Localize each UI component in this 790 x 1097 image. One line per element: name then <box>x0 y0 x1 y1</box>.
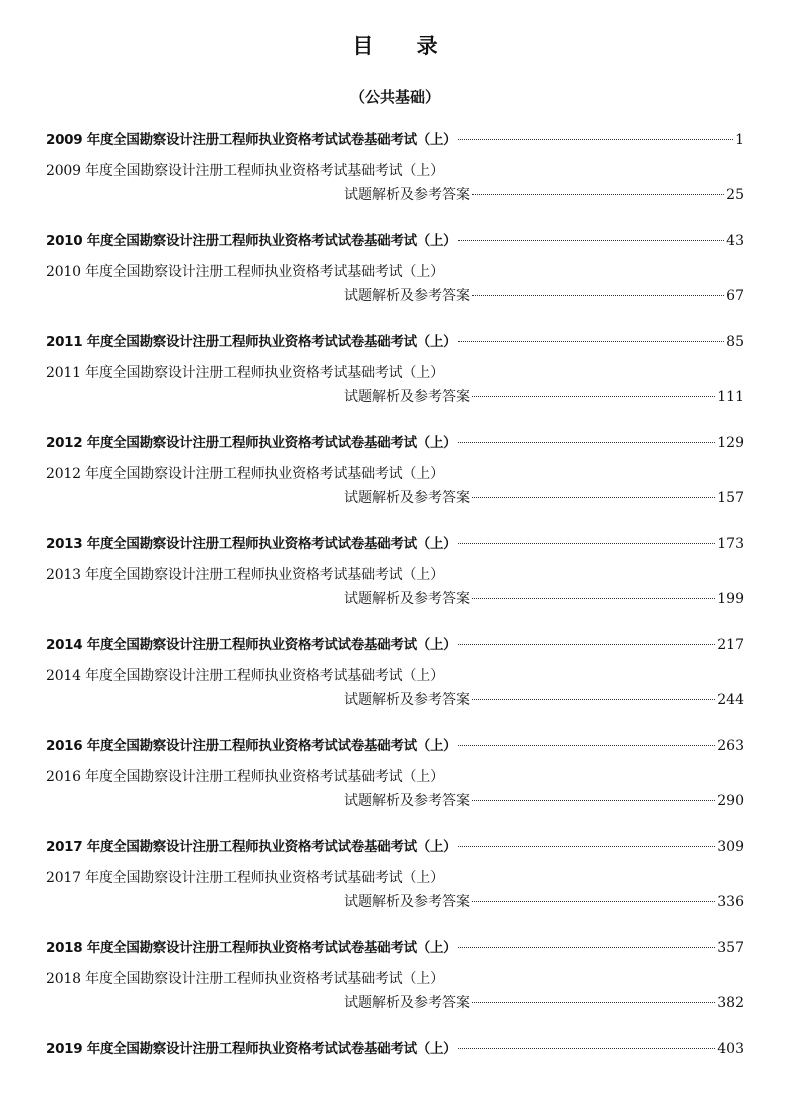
toc-list <box>46 125 744 1069</box>
toc-page-number: 85 <box>726 334 744 350</box>
toc-entry-subtitle: 试题解析及参考答案 <box>344 995 470 1011</box>
toc-page-number: 173 <box>717 536 744 552</box>
toc-entry-subtitle: 试题解析及参考答案 <box>344 490 470 506</box>
toc-entry-answers[interactable] <box>46 564 744 630</box>
toc-page-number: 43 <box>726 233 744 249</box>
toc-entry-exam[interactable] <box>46 125 744 153</box>
toc-entry-title: 2013 年度全国勘察设计注册工程师执业资格考试试卷基础考试（上） <box>46 536 457 552</box>
toc-entry-subtitle: 试题解析及参考答案 <box>344 692 470 708</box>
toc-entry-exam[interactable] <box>46 327 744 355</box>
toc-page-number: 403 <box>717 1041 744 1057</box>
leader-dots <box>458 542 715 544</box>
toc-page-number: 263 <box>717 738 744 754</box>
toc-entry-title: 2013 年度全国勘察设计注册工程师执业资格考试基础考试（上） <box>46 567 444 583</box>
toc-entry-title: 2016 年度全国勘察设计注册工程师执业资格考试试卷基础考试（上） <box>46 738 457 754</box>
leader-dots <box>458 845 715 847</box>
toc-entry-subtitle: 试题解析及参考答案 <box>344 894 470 910</box>
leader-dots <box>458 1047 715 1049</box>
toc-entry-title: 2018 年度全国勘察设计注册工程师执业资格考试试卷基础考试（上） <box>46 940 457 956</box>
toc-page-number: 129 <box>717 435 744 451</box>
leader-dots <box>458 643 715 645</box>
toc-entry-exam[interactable] <box>46 226 744 254</box>
toc-entry-title: 2010 年度全国勘察设计注册工程师执业资格考试基础考试（上） <box>46 264 444 280</box>
toc-entry-answers[interactable] <box>46 867 744 933</box>
toc-entry-title: 2018 年度全国勘察设计注册工程师执业资格考试基础考试（上） <box>46 971 444 987</box>
toc-page-number: 111 <box>717 389 744 405</box>
toc-entry-title: 2016 年度全国勘察设计注册工程师执业资格考试基础考试（上） <box>46 769 444 785</box>
toc-entry-answers[interactable] <box>46 261 744 327</box>
toc-entry-exam[interactable] <box>46 630 744 658</box>
toc-entry-title: 2009 年度全国勘察设计注册工程师执业资格考试基础考试（上） <box>46 163 444 179</box>
leader-dots <box>472 193 724 195</box>
leader-dots <box>472 1001 715 1003</box>
toc-entry-title: 2019 年度全国勘察设计注册工程师执业资格考试试卷基础考试（上） <box>46 1041 457 1057</box>
toc-entry-title: 2014 年度全国勘察设计注册工程师执业资格考试基础考试（上） <box>46 668 444 684</box>
toc-entry-exam[interactable] <box>46 428 744 456</box>
leader-dots <box>472 294 724 296</box>
toc-page-number: 199 <box>717 591 744 607</box>
toc-page-number: 67 <box>726 288 744 304</box>
toc-entry-answers[interactable] <box>46 766 744 832</box>
toc-page-number: 25 <box>726 187 744 203</box>
toc-page-number: 217 <box>717 637 744 653</box>
page-subtitle: （公共基础） <box>349 88 440 106</box>
leader-dots <box>472 395 715 397</box>
toc-entry-exam[interactable] <box>46 832 744 860</box>
toc-entry-answers[interactable] <box>46 160 744 226</box>
leader-dots <box>458 441 715 443</box>
toc-entry-title: 2012 年度全国勘察设计注册工程师执业资格考试基础考试（上） <box>46 466 444 482</box>
toc-page-number: 1 <box>735 132 744 148</box>
toc-page-number: 157 <box>717 490 744 506</box>
toc-entry-answers[interactable] <box>46 968 744 1034</box>
toc-entry-title: 2017 年度全国勘察设计注册工程师执业资格考试试卷基础考试（上） <box>46 839 457 855</box>
toc-page-number: 244 <box>717 692 744 708</box>
toc-entry-answers[interactable] <box>46 463 744 529</box>
toc-page-number: 290 <box>717 793 744 809</box>
toc-entry-title: 2012 年度全国勘察设计注册工程师执业资格考试试卷基础考试（上） <box>46 435 457 451</box>
leader-dots <box>458 946 715 948</box>
toc-entry-title: 2017 年度全国勘察设计注册工程师执业资格考试基础考试（上） <box>46 870 444 886</box>
leader-dots <box>472 900 715 902</box>
toc-entry-subtitle: 试题解析及参考答案 <box>344 389 470 405</box>
toc-entry-subtitle: 试题解析及参考答案 <box>344 288 470 304</box>
toc-entry-answers[interactable] <box>46 665 744 731</box>
leader-dots <box>472 799 715 801</box>
toc-entry-title: 2011 年度全国勘察设计注册工程师执业资格考试试卷基础考试（上） <box>46 334 457 350</box>
toc-entry-exam[interactable] <box>46 529 744 557</box>
leader-dots <box>458 138 733 140</box>
toc-entry-answers[interactable] <box>46 362 744 428</box>
toc-entry-title: 2009 年度全国勘察设计注册工程师执业资格考试试卷基础考试（上） <box>46 132 457 148</box>
leader-dots <box>472 597 715 599</box>
leader-dots <box>472 698 715 700</box>
toc-page-number: 382 <box>717 995 744 1011</box>
toc-entry-exam[interactable] <box>46 933 744 961</box>
leader-dots <box>458 340 724 342</box>
toc-page-number: 357 <box>717 940 744 956</box>
leader-dots <box>458 744 715 746</box>
toc-entry-subtitle: 试题解析及参考答案 <box>344 793 470 809</box>
toc-entry-title: 2014 年度全国勘察设计注册工程师执业资格考试试卷基础考试（上） <box>46 637 457 653</box>
toc-page-number: 336 <box>717 894 744 910</box>
toc-entry-title: 2011 年度全国勘察设计注册工程师执业资格考试基础考试（上） <box>46 365 444 381</box>
leader-dots <box>472 496 715 498</box>
toc-entry-subtitle: 试题解析及参考答案 <box>344 187 470 203</box>
page-title: 目 录 <box>352 34 456 58</box>
toc-entry-subtitle: 试题解析及参考答案 <box>344 591 470 607</box>
toc-page-number: 309 <box>717 839 744 855</box>
toc-entry-exam[interactable] <box>46 1034 744 1062</box>
toc-entry-title: 2010 年度全国勘察设计注册工程师执业资格考试试卷基础考试（上） <box>46 233 457 249</box>
leader-dots <box>458 239 724 241</box>
toc-entry-exam[interactable] <box>46 731 744 759</box>
